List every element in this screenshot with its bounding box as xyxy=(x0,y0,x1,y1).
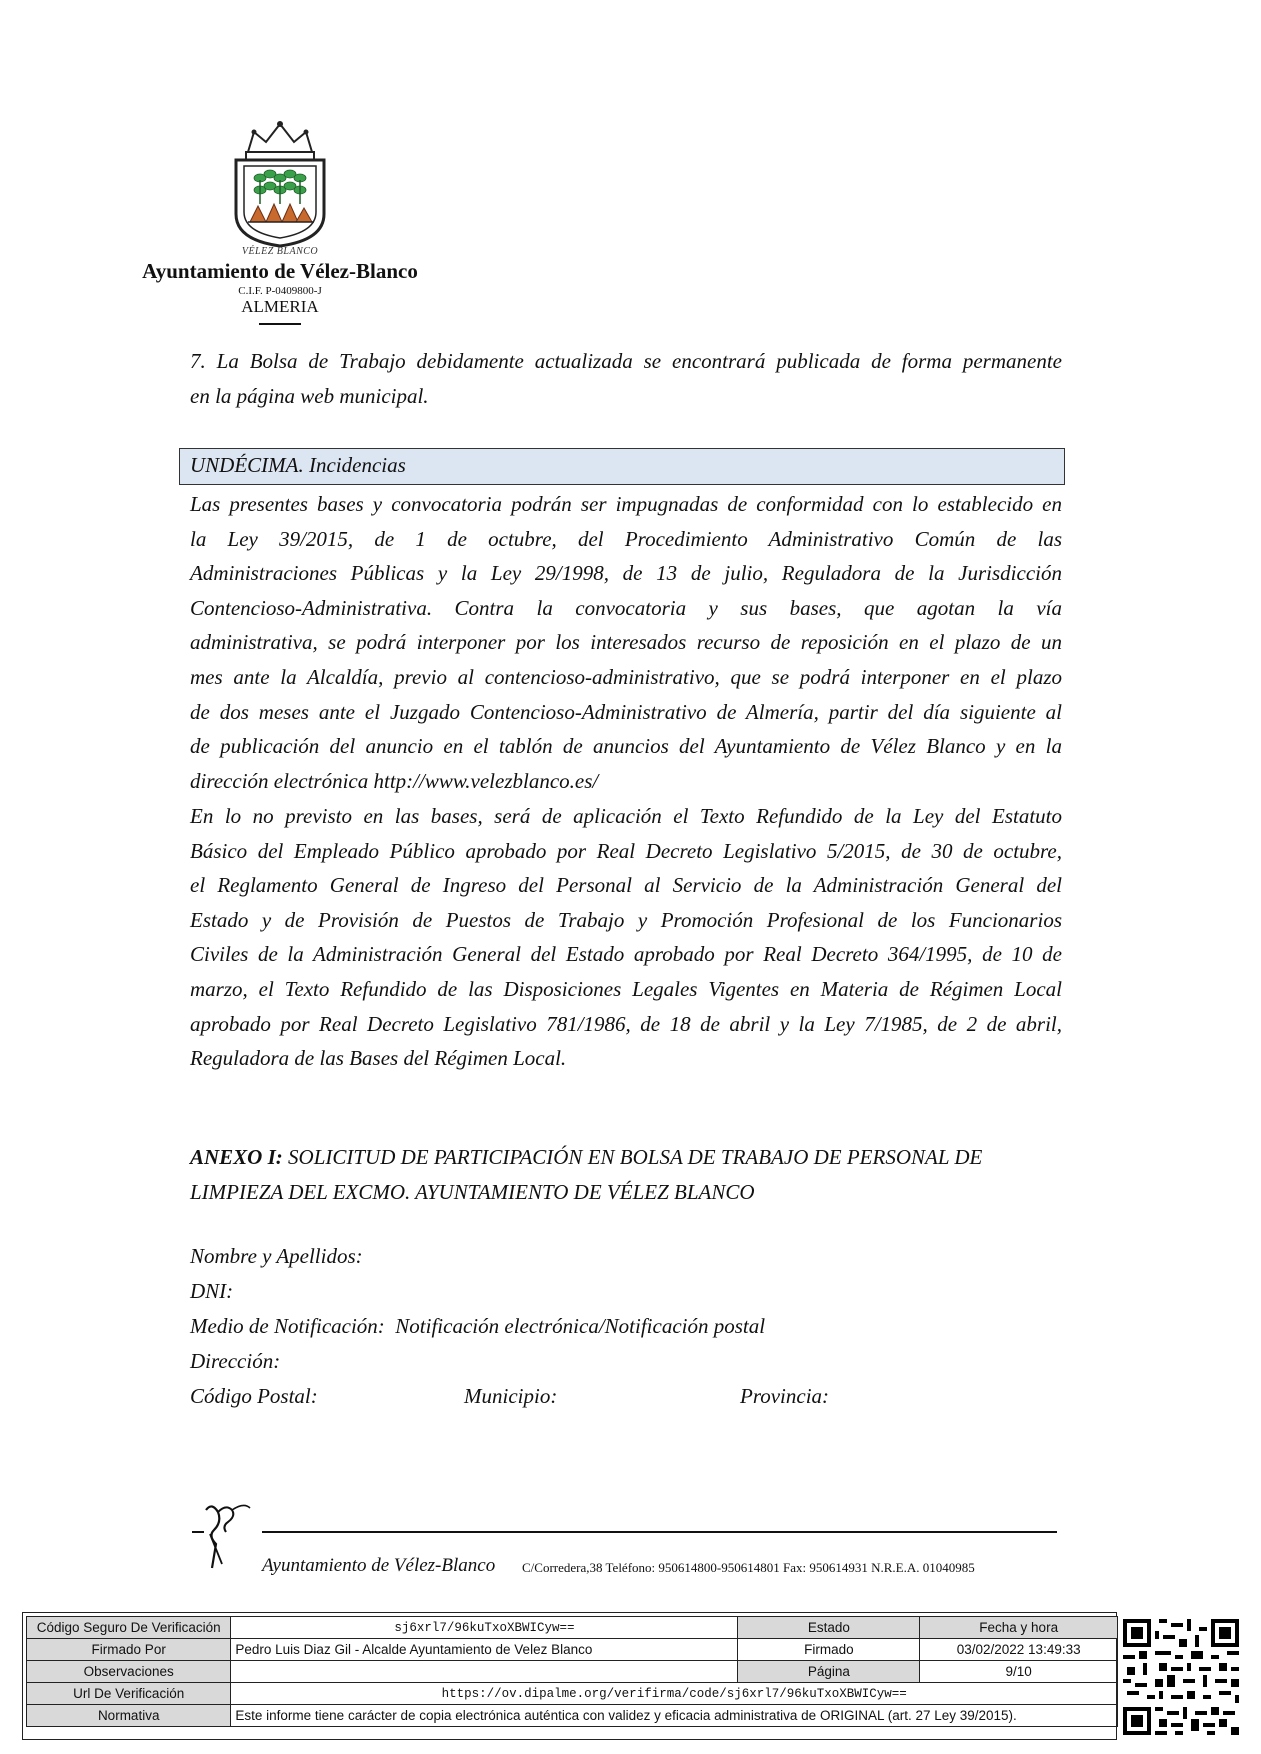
header-divider xyxy=(259,323,301,325)
verification-box xyxy=(22,1612,1117,1740)
annex-label: ANEXO I: xyxy=(190,1145,283,1169)
page-label: Página xyxy=(738,1661,920,1683)
annex-heading xyxy=(190,1140,1062,1210)
text-line: Las presentes bases y convocatoria podrán ser impugnadas de conformidad con lo establecido en xyxy=(190,492,1062,516)
text-line: Básico del Empleado Público aprobado por Real Decreto Legislativo 5/2015, de 30 de octubre, xyxy=(190,838,1062,863)
csv-value: sj6xrl7/96kuTxoXBWICyw== xyxy=(231,1617,738,1639)
item-7-paragraph xyxy=(190,344,1062,413)
name-field-label: Nombre y Apellidos: xyxy=(190,1244,363,1268)
postal-code-field-label: Código Postal: xyxy=(190,1384,318,1408)
footer-contact: C/Corredera,38 Teléfono: 950614800-950614801 Fax: 950614931 N.R.E.A. 01040985 xyxy=(522,1560,975,1575)
coat-of-arms-icon xyxy=(220,118,340,248)
province: ALMERIA xyxy=(241,297,319,316)
text-line: mes ante la Alcaldía, previo al contencioso-administrativo, que se podrá interponer en el plazo xyxy=(190,664,1062,689)
text-line: Administraciones Públicas y la Ley 29/1998, de 13 de julio, Reguladora de la Jurisdicción xyxy=(190,561,1062,586)
annex-title-line-1: SOLICITUD DE PARTICIPACIÓN EN BOLSA DE TRABAJO DE PERSONAL DE xyxy=(282,1145,983,1169)
text-line: en la página web municipal. xyxy=(190,383,429,408)
text-line: de dos meses ante el Juzgado Contencioso-Administrativo de Almería, partir del día siguiente al xyxy=(190,699,1062,724)
signed-by-value: Pedro Luis Diaz Gil - Alcalde Ayuntamiento de Velez Blanco xyxy=(231,1639,738,1661)
text-line: Estado y de Provisión de Puestos de Trabajo y Promoción Profesional de los Funcionarios xyxy=(190,907,1062,932)
table-row xyxy=(27,1617,1118,1639)
address-field-label: Dirección: xyxy=(190,1349,281,1373)
datetime-label: Fecha y hora xyxy=(920,1617,1118,1639)
text-line: Contencioso-Administrativa. Contra la convocatoria y sus bases, que agotan la vía xyxy=(190,595,1062,620)
datetime-value: 03/02/2022 13:49:33 xyxy=(920,1639,1118,1661)
notification-field xyxy=(190,1314,765,1339)
section-heading-box xyxy=(179,448,1065,485)
text-line: Civiles de la Administración General del Estado aprobado por Real Decreto 364/1995, de 10 de xyxy=(190,942,1062,967)
status-value: Firmado xyxy=(738,1639,920,1661)
norm-value: Este informe tiene carácter de copia electrónica auténtica con validez y eficacia administrativa de ORIGINAL (art. 27 Ley 39/2015). xyxy=(231,1705,1118,1727)
tax-id: C.I.F. P-0409800-J xyxy=(238,285,322,297)
text-line: administrativa, se podrá interponer por los interesados recurso de reposición en el plazo de un xyxy=(190,630,1062,655)
signed-by-label: Firmado Por xyxy=(27,1639,231,1661)
footer-organization: Ayuntamiento de Vélez-Blanco xyxy=(262,1555,496,1576)
text-line: En lo no previsto en las bases, será de aplicación el Texto Refundido de la Ley del Estatuto xyxy=(190,804,1062,828)
text-line: Reguladora de las Bases del Régimen Local. xyxy=(190,1046,567,1071)
verification-table xyxy=(26,1616,1118,1727)
csv-label: Código Seguro De Verificación xyxy=(27,1617,231,1639)
table-row xyxy=(27,1683,1118,1705)
table-row xyxy=(27,1705,1118,1727)
annex-title-line-2: LIMPIEZA DEL EXCMO. AYUNTAMIENTO DE VÉLEZ BLANCO xyxy=(190,1180,755,1204)
table-row xyxy=(27,1639,1118,1661)
signature-flourish-icon xyxy=(192,1500,262,1572)
text-line: la Ley 39/2015, de 1 de octubre, del Procedimiento Administrativo Común de las xyxy=(190,526,1062,551)
text-line: aprobado por Real Decreto Legislativo 781/1986, de 18 de abril y la Ley 7/1985, de 2 de abril, xyxy=(190,1011,1062,1036)
text-line: dirección electrónica http://www.velezblanco.es/ xyxy=(190,768,599,793)
table-row xyxy=(27,1661,1118,1683)
qr-code-icon[interactable] xyxy=(1123,1619,1239,1735)
crest-caption: VÉLEZ BLANCO xyxy=(241,246,319,257)
text-line: de publicación del anuncio en el tablón de anuncios del Ayuntamiento de Vélez Blanco y en la xyxy=(190,734,1062,759)
observations-label: Observaciones xyxy=(27,1661,231,1683)
organization-name: Ayuntamiento de Vélez-Blanco xyxy=(142,259,418,283)
notification-field-label: Medio de Notificación: xyxy=(190,1314,385,1338)
text-line: el Reglamento General de Ingreso del Personal al Servicio de la Administración General del xyxy=(190,873,1062,898)
observations-value xyxy=(231,1661,738,1683)
letterhead xyxy=(110,118,450,325)
page-value: 9/10 xyxy=(920,1661,1118,1683)
footer-divider xyxy=(262,1531,1057,1533)
url-label: Url De Verificación xyxy=(27,1683,231,1705)
section-title: UNDÉCIMA. Incidencias xyxy=(190,453,406,477)
province-field-label: Provincia: xyxy=(740,1384,830,1408)
text-line: marzo, el Texto Refundido de las Disposiciones Legales Vigentes en Materia de Régimen Local xyxy=(190,976,1062,1001)
norm-label: Normativa xyxy=(27,1705,231,1727)
municipality-field-label: Municipio: xyxy=(464,1384,558,1408)
notification-field-value: Notificación electrónica/Notificación postal xyxy=(395,1314,766,1338)
verification-url-link[interactable]: https://ov.dipalme.org/verifirma/code/sj6xrl7/96kuTxoXBWICyw== xyxy=(231,1683,1118,1705)
dni-field-label: DNI: xyxy=(190,1279,234,1303)
text-line: 7. La Bolsa de Trabajo debidamente actualizada se encontrará publicada de forma permanente xyxy=(190,349,1062,373)
supplementary-law-paragraph xyxy=(190,799,1062,1076)
status-label: Estado xyxy=(738,1617,920,1639)
incidencias-paragraph xyxy=(190,487,1062,798)
